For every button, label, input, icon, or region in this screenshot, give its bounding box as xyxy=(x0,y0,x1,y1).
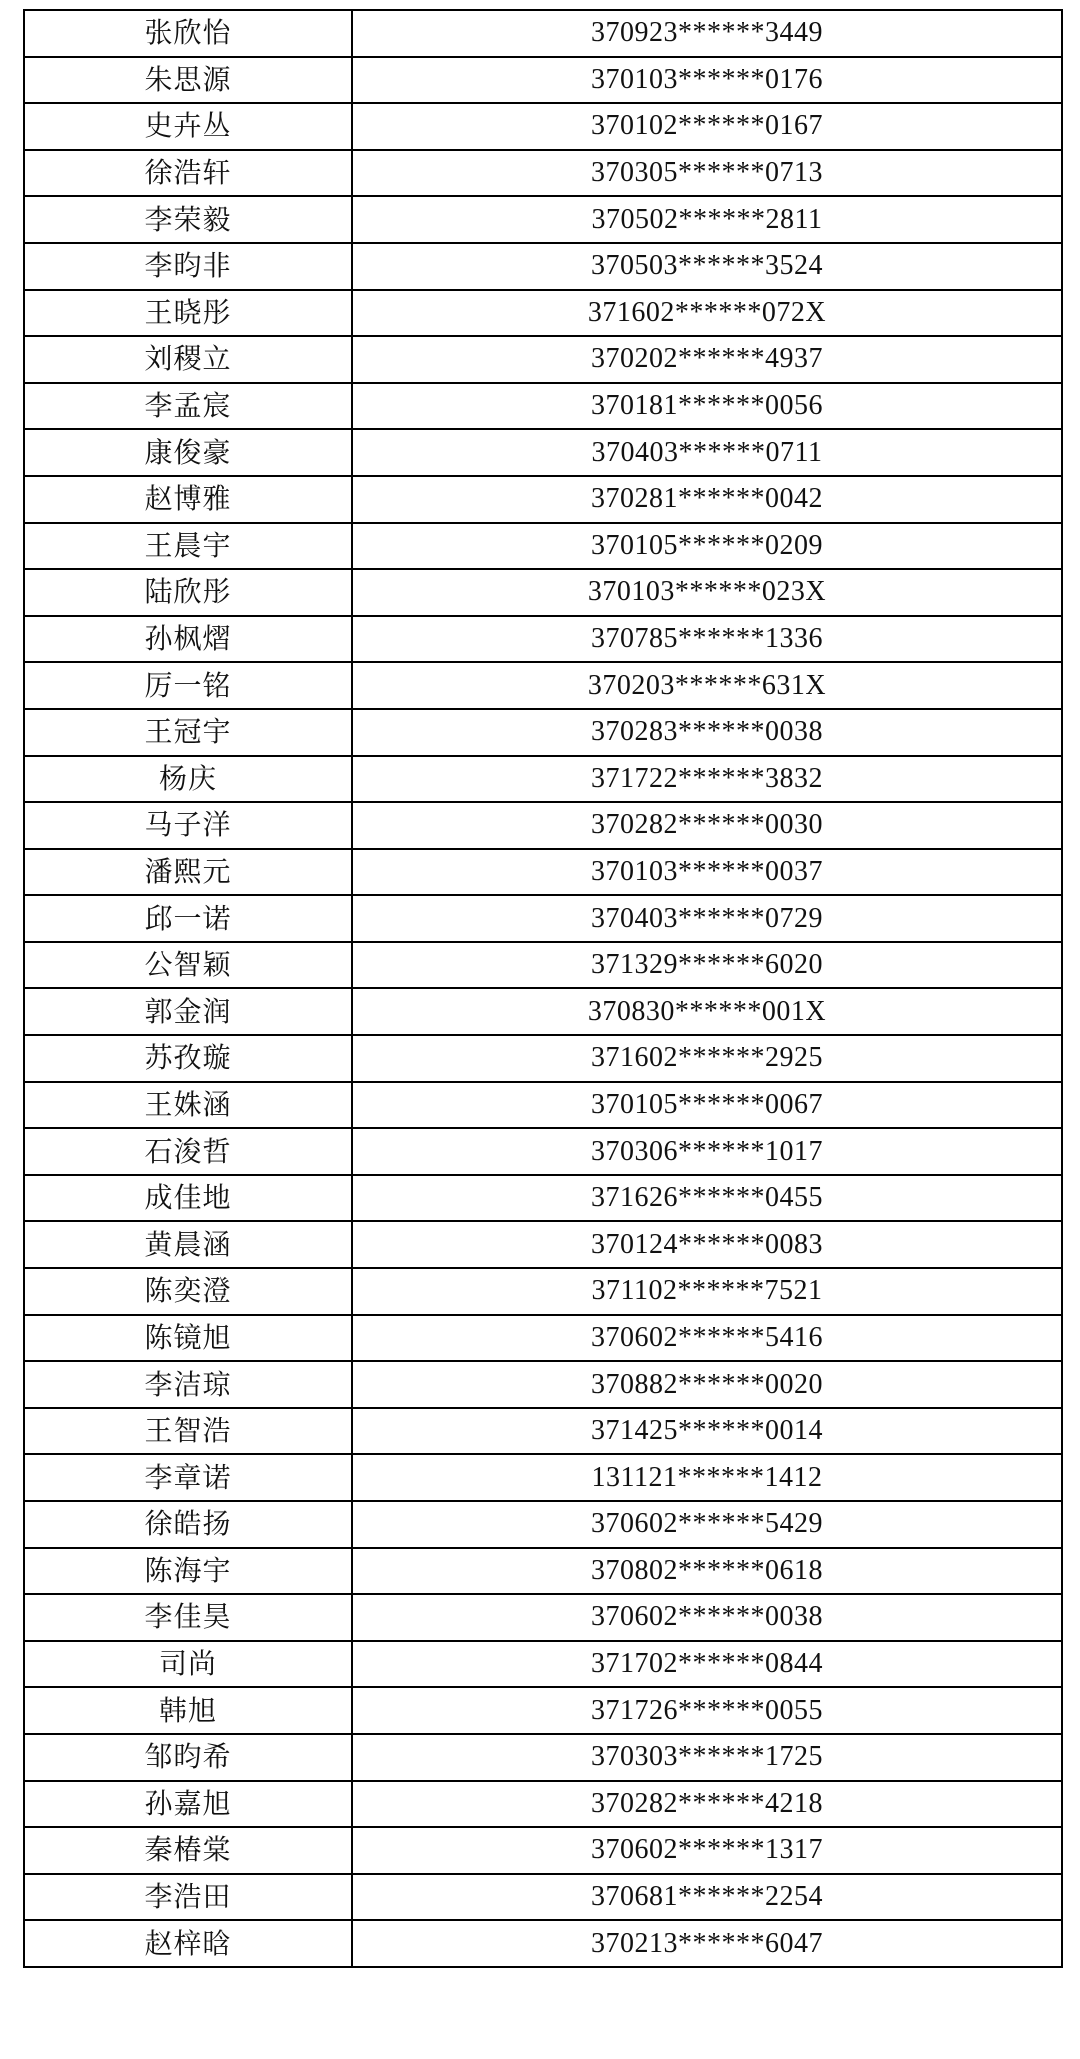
name-cell: 杨庆 xyxy=(24,756,352,803)
table-row xyxy=(24,1175,1062,1222)
table-row xyxy=(24,849,1062,896)
table-row xyxy=(24,1548,1062,1595)
table-row xyxy=(24,1454,1062,1501)
id-number-cell: 371329******6020 xyxy=(352,942,1062,989)
table-row xyxy=(24,1734,1062,1781)
table-row xyxy=(24,103,1062,150)
table-row xyxy=(24,10,1062,57)
name-cell: 李佳昊 xyxy=(24,1594,352,1641)
name-cell: 司尚 xyxy=(24,1641,352,1688)
id-number-cell: 370105******0067 xyxy=(352,1082,1062,1129)
id-number-cell: 370802******0618 xyxy=(352,1548,1062,1595)
id-number-cell: 370602******0038 xyxy=(352,1594,1062,1641)
table-row xyxy=(24,616,1062,663)
name-cell: 潘熙元 xyxy=(24,849,352,896)
name-cell: 公智颖 xyxy=(24,942,352,989)
table-row xyxy=(24,1594,1062,1641)
id-number-cell: 370102******0167 xyxy=(352,103,1062,150)
name-cell: 石浚哲 xyxy=(24,1128,352,1175)
table-row xyxy=(24,383,1062,430)
name-cell: 苏孜璇 xyxy=(24,1035,352,1082)
table-row xyxy=(24,1920,1062,1967)
name-cell: 张欣怡 xyxy=(24,10,352,57)
name-cell: 李洁琼 xyxy=(24,1361,352,1408)
id-number-cell: 371626******0455 xyxy=(352,1175,1062,1222)
table-row xyxy=(24,1827,1062,1874)
name-cell: 马子洋 xyxy=(24,802,352,849)
table-row xyxy=(24,662,1062,709)
name-cell: 李孟宸 xyxy=(24,383,352,430)
table-row xyxy=(24,290,1062,337)
table-row xyxy=(24,1128,1062,1175)
table-row xyxy=(24,569,1062,616)
table-row xyxy=(24,1781,1062,1828)
table-row xyxy=(24,756,1062,803)
id-number-cell: 370830******001X xyxy=(352,988,1062,1035)
id-number-cell: 370281******0042 xyxy=(352,476,1062,523)
id-number-cell: 370103******023X xyxy=(352,569,1062,616)
name-cell: 李荣毅 xyxy=(24,196,352,243)
table-row xyxy=(24,1408,1062,1455)
name-cell: 邹昀希 xyxy=(24,1734,352,1781)
name-cell: 陈奕澄 xyxy=(24,1268,352,1315)
id-number-cell: 370202******4937 xyxy=(352,336,1062,383)
name-cell: 陆欣彤 xyxy=(24,569,352,616)
name-cell: 王姝涵 xyxy=(24,1082,352,1129)
name-cell: 赵博雅 xyxy=(24,476,352,523)
name-cell: 刘稷立 xyxy=(24,336,352,383)
name-cell: 邱一诺 xyxy=(24,895,352,942)
name-cell: 陈镜旭 xyxy=(24,1315,352,1362)
table-row xyxy=(24,942,1062,989)
id-number-cell: 370602******1317 xyxy=(352,1827,1062,1874)
id-number-cell: 370283******0038 xyxy=(352,709,1062,756)
table-row xyxy=(24,709,1062,756)
name-cell: 成佳地 xyxy=(24,1175,352,1222)
name-cell: 王冠宇 xyxy=(24,709,352,756)
id-number-cell: 370105******0209 xyxy=(352,523,1062,570)
name-cell: 李章诺 xyxy=(24,1454,352,1501)
name-cell: 孙枫熠 xyxy=(24,616,352,663)
name-cell: 厉一铭 xyxy=(24,662,352,709)
roster-table xyxy=(23,9,1063,1968)
name-cell: 李浩田 xyxy=(24,1874,352,1921)
id-number-cell: 370882******0020 xyxy=(352,1361,1062,1408)
table-row xyxy=(24,895,1062,942)
table-row xyxy=(24,1874,1062,1921)
table-row xyxy=(24,429,1062,476)
name-cell: 陈海宇 xyxy=(24,1548,352,1595)
table-row xyxy=(24,523,1062,570)
id-number-cell: 370602******5416 xyxy=(352,1315,1062,1362)
table-row xyxy=(24,802,1062,849)
name-cell: 徐皓扬 xyxy=(24,1501,352,1548)
table-row xyxy=(24,1501,1062,1548)
name-cell: 徐浩轩 xyxy=(24,150,352,197)
id-number-cell: 370503******3524 xyxy=(352,243,1062,290)
id-number-cell: 370681******2254 xyxy=(352,1874,1062,1921)
table-row xyxy=(24,1315,1062,1362)
roster-sheet xyxy=(23,9,1063,2055)
name-cell: 孙嘉旭 xyxy=(24,1781,352,1828)
table-row xyxy=(24,1687,1062,1734)
id-number-cell: 370923******3449 xyxy=(352,10,1062,57)
table-row xyxy=(24,336,1062,383)
table-row xyxy=(24,1268,1062,1315)
name-cell: 朱思源 xyxy=(24,57,352,104)
id-number-cell: 370403******0711 xyxy=(352,429,1062,476)
table-row xyxy=(24,476,1062,523)
table-row xyxy=(24,196,1062,243)
name-cell: 王智浩 xyxy=(24,1408,352,1455)
id-number-cell: 370785******1336 xyxy=(352,616,1062,663)
id-number-cell: 370124******0083 xyxy=(352,1221,1062,1268)
id-number-cell: 371102******7521 xyxy=(352,1268,1062,1315)
id-number-cell: 370403******0729 xyxy=(352,895,1062,942)
id-number-cell: 370181******0056 xyxy=(352,383,1062,430)
id-number-cell: 370103******0037 xyxy=(352,849,1062,896)
name-cell: 秦椿棠 xyxy=(24,1827,352,1874)
id-number-cell: 370305******0713 xyxy=(352,150,1062,197)
id-number-cell: 371425******0014 xyxy=(352,1408,1062,1455)
id-number-cell: 371726******0055 xyxy=(352,1687,1062,1734)
roster-table-body xyxy=(24,10,1062,1967)
id-number-cell: 370602******5429 xyxy=(352,1501,1062,1548)
id-number-cell: 370303******1725 xyxy=(352,1734,1062,1781)
id-number-cell: 371702******0844 xyxy=(352,1641,1062,1688)
id-number-cell: 371602******072X xyxy=(352,290,1062,337)
table-row xyxy=(24,1035,1062,1082)
name-cell: 郭金润 xyxy=(24,988,352,1035)
table-row xyxy=(24,1221,1062,1268)
table-row xyxy=(24,1361,1062,1408)
name-cell: 王晨宇 xyxy=(24,523,352,570)
table-row xyxy=(24,988,1062,1035)
id-number-cell: 371722******3832 xyxy=(352,756,1062,803)
id-number-cell: 370213******6047 xyxy=(352,1920,1062,1967)
id-number-cell: 370282******0030 xyxy=(352,802,1062,849)
table-row xyxy=(24,57,1062,104)
table-row xyxy=(24,243,1062,290)
table-row xyxy=(24,1082,1062,1129)
name-cell: 史卉丛 xyxy=(24,103,352,150)
table-row xyxy=(24,1641,1062,1688)
id-number-cell: 370502******2811 xyxy=(352,196,1062,243)
id-number-cell: 370103******0176 xyxy=(352,57,1062,104)
id-number-cell: 370203******631X xyxy=(352,662,1062,709)
id-number-cell: 370306******1017 xyxy=(352,1128,1062,1175)
name-cell: 李昀非 xyxy=(24,243,352,290)
name-cell: 黄晨涵 xyxy=(24,1221,352,1268)
name-cell: 康俊豪 xyxy=(24,429,352,476)
id-number-cell: 371602******2925 xyxy=(352,1035,1062,1082)
name-cell: 王晓彤 xyxy=(24,290,352,337)
id-number-cell: 131121******1412 xyxy=(352,1454,1062,1501)
table-row xyxy=(24,150,1062,197)
name-cell: 赵梓晗 xyxy=(24,1920,352,1967)
id-number-cell: 370282******4218 xyxy=(352,1781,1062,1828)
name-cell: 韩旭 xyxy=(24,1687,352,1734)
